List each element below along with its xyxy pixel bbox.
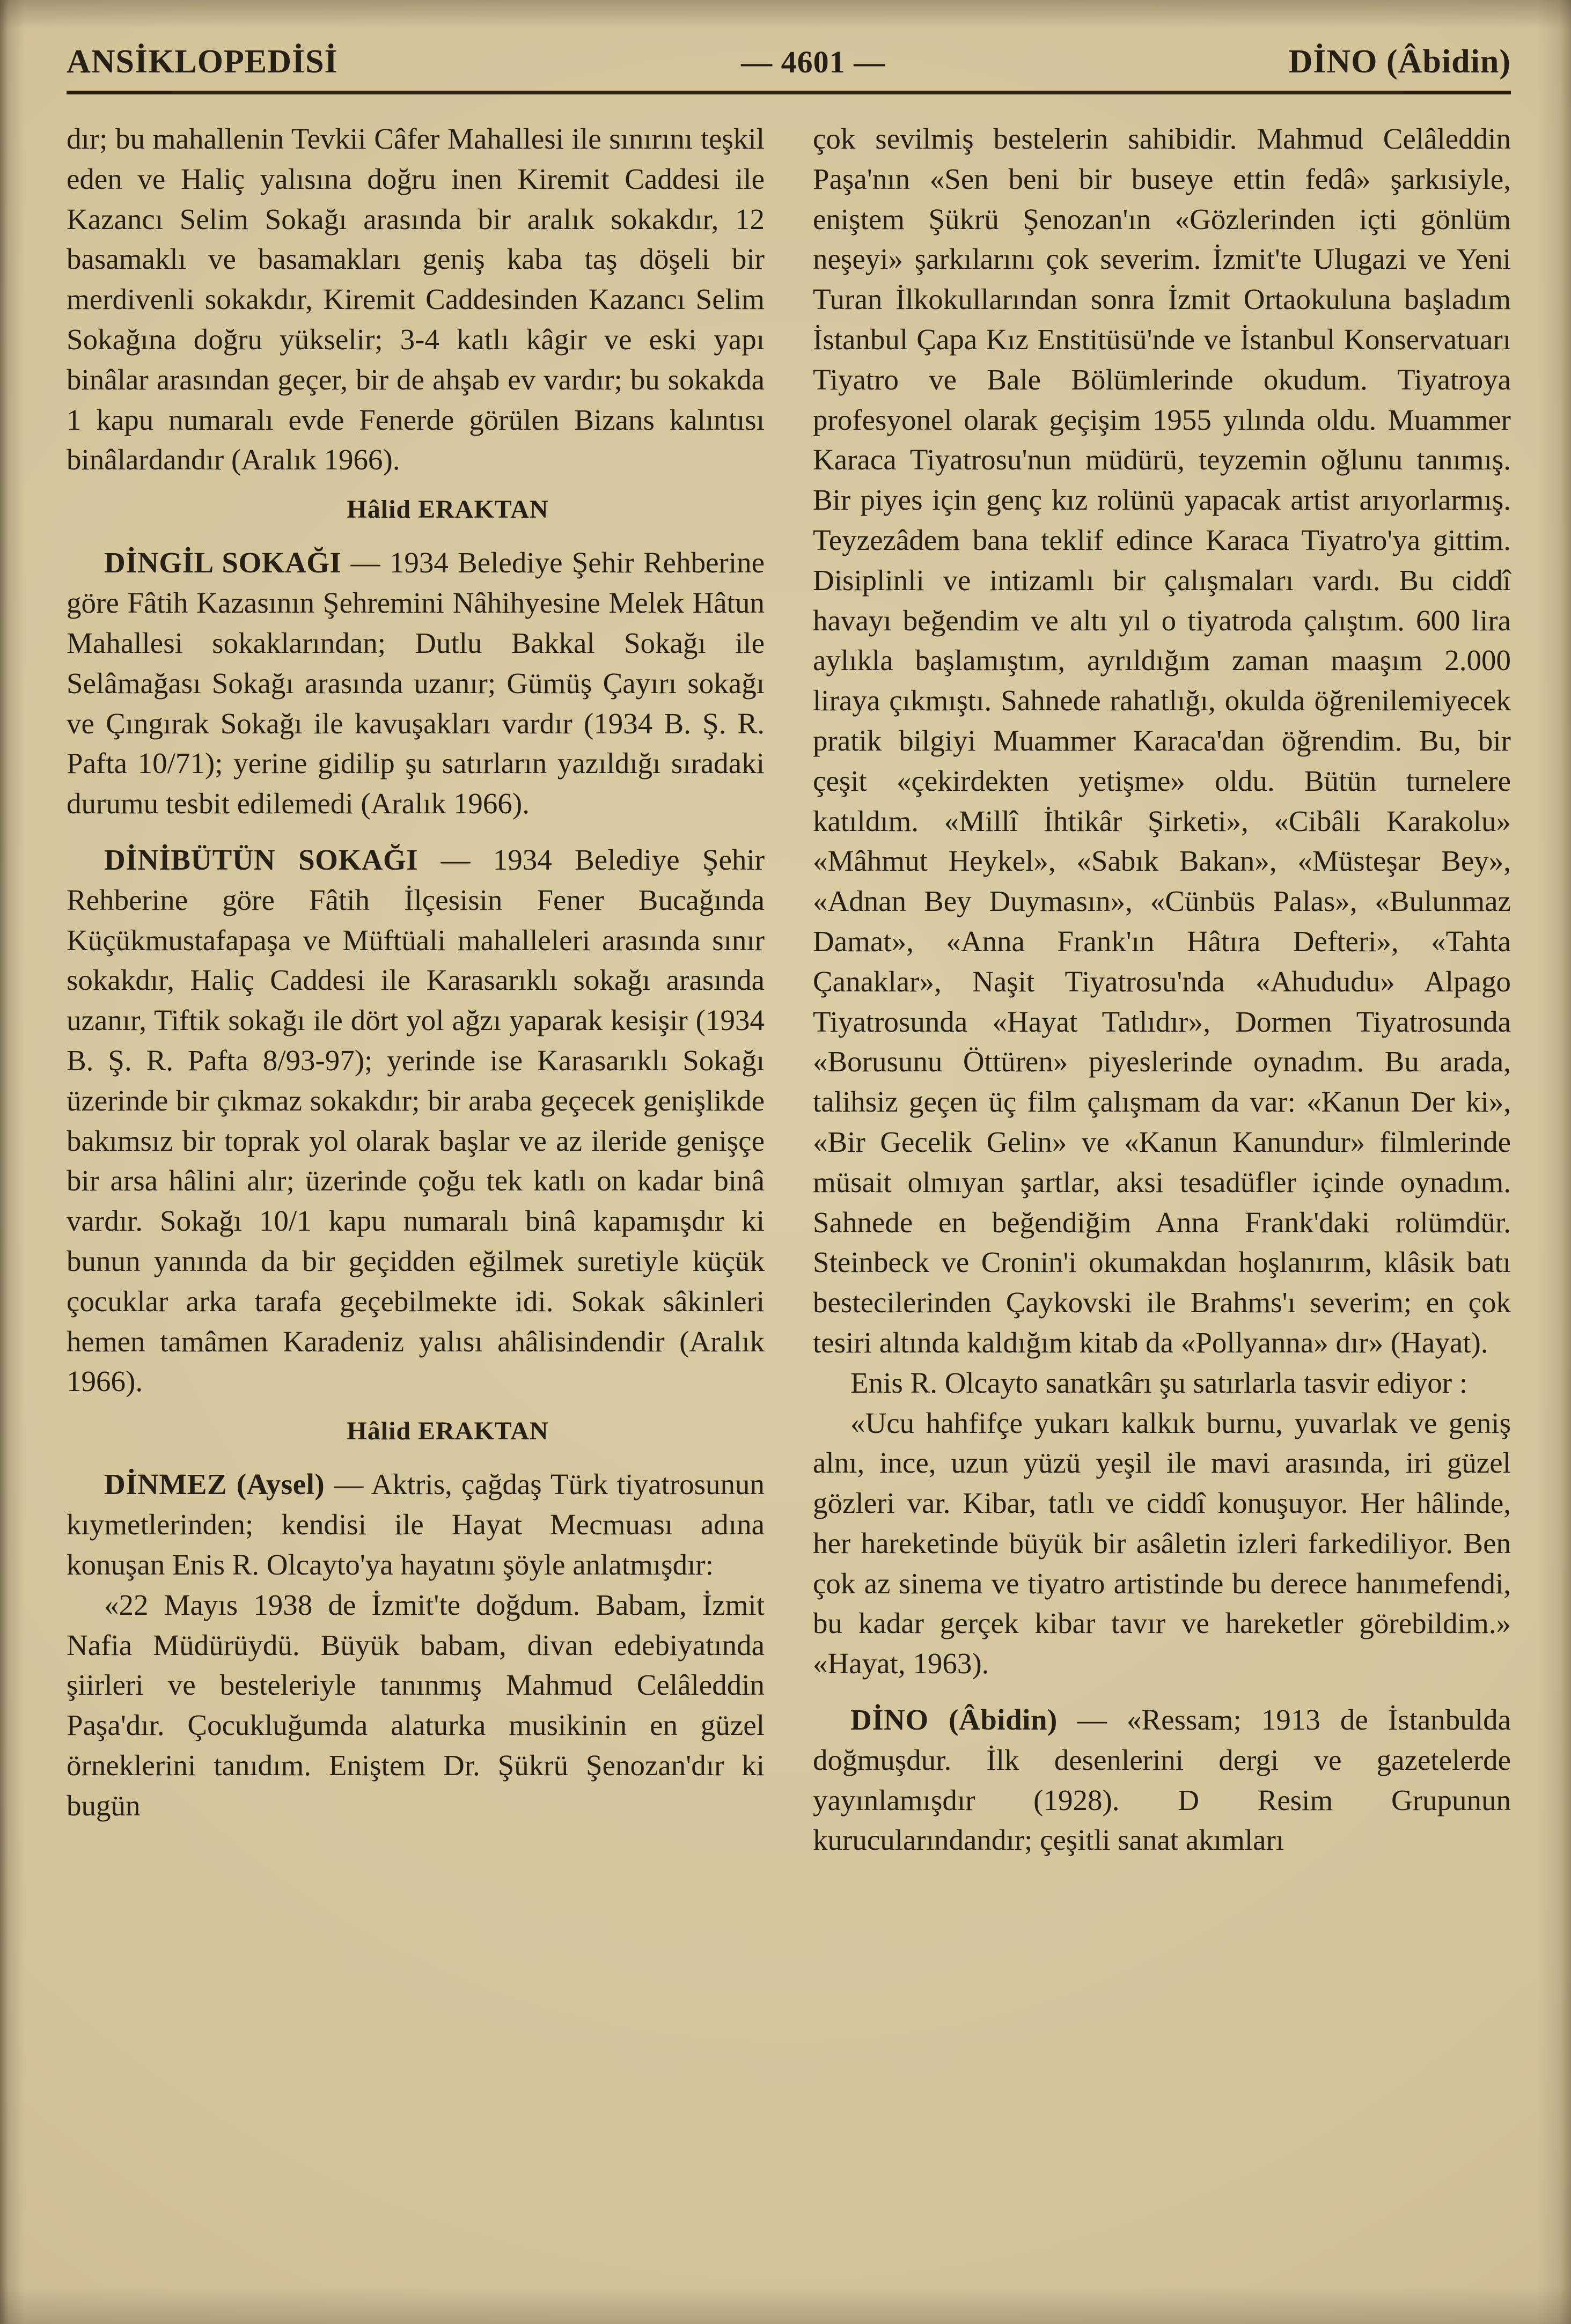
page-number: — 4601 — <box>741 45 886 79</box>
entry-headword: DİNİBÜTÜN SOKAĞI <box>104 843 419 877</box>
body-paragraph: çok sevilmiş bestelerin sahibidir. Mahmud Celâleddin Paşa'nın «Sen beni bir buseye ettin fedâ» şarkısiyle, eniştem Şükrü Şenozan'ın «Gözlerinden içti gönlüm neşeyi» şarkılarını çok severim. İzmit'te Ulugazi ve Yeni Turan İlkokullarından sonra İzmit Ortaokuluna başladım İstanbul Çapa Kız Enstitüsü'nde ve İstanbul Konservatuarı Tiyatro ve Bale Bölümlerinde okudum. Tiyatroya profesyonel olarak geçişim 1955 yılında oldu. Muammer Karaca Tiyatrosu'nun müdürü, teyzemin oğlunu tanımış. Bir piyes için genç kız rolünü yapacak artist arıyorlarmış. Teyzezâdem bana teklif edince Karaca Tiyatro'ya gittim. Disiplinli ve intizamlı bir çalışmaları vardı. Bu ciddî havayı beğendim ve altı yıl o tiyatroda çalıştım. 600 lira aylıkla başlamıştım, ayrıldığım zaman maaşım 2.000 liraya çıkmıştı. Sahnede rahatlığı, okulda öğrenilemiyecek pratik bilgiyi Muammer Karaca'dan öğrendim. Bu, bir çeşit «çekirdekten yetişme» oldu. Bütün turnelere katıldım. «Millî İhtikâr Şirketi», «Cibâli Karakolu» «Mâhmut Heykel», «Sabık Bakan», «Müsteşar Bey», «Adnan Bey Duymasın», «Cünbüs Palas», «Bulunmaz Damat», «Anna Frank'ın Hâtıra Defteri», «Tahta Çanaklar», Naşit Tiyatrosu'nda «Ahududu» Alpago Tiyatrosunda «Hayat Tatlıdır», Dormen Tiyatrosunda «Borusunu Öttüren» piyeslerinde oynadım. Bu arada, talihsiz geçen üç film çalışmam da var: «Kanun Der ki», «Bir Gecelik Gelin» ve «Kanun Kanundur» filmlerinde müsait olmıyan şartlar, aksi tesadüfler içinde oynadım. Sahnede en beğendiğim Anna Frank'daki rolümdür. Steinbeck ve Cronin'i okumakdan hoşlanırım, klâsik batı bestecilerinden Çaykovski ile Brahms'ı severim; en çok tesiri altında kaldığım kitab da «Pollyanna» dır» (Hayat). <box>813 122 1511 1359</box>
entry-paragraph <box>813 1700 1511 1860</box>
body-paragraph: «Ucu hahfifçe yukarı kalkık burnu, yuvarlak ve geniş alnı, ince, uzun yüzü yeşil ile mavi arasında, iri güzel gözleri var. Kibar, tatlı ve ciddî konuşuyor. Her hâlinde, her hareketinde büyük bir asâletin izleri farkediliyor. Ben çok az sinema ve tiyatro artistinde bu derece hanımefendi, bu kadar gerçek kibar tavır ve hareketler görebildim.» «Hayat, 1963). <box>813 1406 1511 1680</box>
header-rule <box>67 91 1511 94</box>
header-book-title: ANSİKLOPEDİSİ <box>67 43 338 80</box>
header-running-entry: DİNO (Âbidin) <box>1288 43 1511 80</box>
text-columns <box>67 119 1511 1860</box>
right-column <box>813 119 1511 1860</box>
left-column <box>67 119 765 1860</box>
entry-paragraph <box>67 543 765 824</box>
entry-headword: DİNMEZ (Aysel) <box>104 1468 325 1501</box>
entry-text: — 1934 Belediye Şehir Rehberine göre Fâtih İlçesisin Fener Bucağında Küçükmustafapaşa ve Müftüali mahalleleri arasında sınır sokakdır, Haliç Caddesi ile Karasarıklı sokağı arasında uzanır, Tiftik sokağı ile dört yol ağzı yaparak kesişir (1934 B. Ş. R. Pafta 8/93-97); yerinde ise Karasarıklı Sokağı üzerinde bir çıkmaz sokakdır; bir araba geçecek genişlikde bakımsız bir toprak yol olarak başlar ve az ileride genişçe bir arsa hâlini alır; üzerinde çoğu tek katlı on kadar binâ vardır. Sokağı 10/1 kapu numaralı binâ kapamışdır ki bunun yanında da bir geçidden eğilmek suretiyle küçük çocuklar arka tarafa geçebilmekte idi. Sokak sâkinleri hemen tamâmen Karadeniz yalısı ahâlisindendir (Aralık 1966). <box>67 843 765 1398</box>
body-paragraph: Enis R. Olcayto sanatkârı şu satırlarla tasvir ediyor : <box>850 1366 1468 1399</box>
entry-headword: DİNGİL SOKAĞI <box>104 546 342 579</box>
body-paragraph: dır; bu mahallenin Tevkii Câfer Mahallesi ile sınırını teşkil eden ve Haliç yalısına doğru inen Kiremit Caddesi ile Kazancı Selim Sokağı arasında bir aralık sokakdır, 12 basamaklı ve basamakları geniş kaba taş döşeli bir merdivenli sokakdır, Kiremit Caddesinden Kazancı Selim Sokağına doğru yükselir; 3-4 katlı kâgir ve eski yapı binâlar arasından geçer, bir de ahşab ev vardır; bu sokakda 1 kapu numaralı evde Fenerde görülen Bizans kalıntısı binâlardandır (Aralık 1966). <box>67 122 765 476</box>
author-signature: Hâlid ERAKTAN <box>347 495 549 524</box>
page-header <box>67 43 1511 81</box>
entry-text: — Aktris, çağdaş Türk tiyatrosunun kıymetlerinden; kendisi ile Hayat Mecmuası adına konuşan Enis R. Olcayto'ya hayatını şöyle anlatmışdır: <box>67 1468 765 1582</box>
entry-text: — «Ressam; 1913 de İstanbulda doğmuşdur. İlk desenlerini dergi ve gazetelerde yayınlamışdır (1928). D Resim Grupunun kurucularındandır; çeşitli sanat akımları <box>813 1703 1511 1857</box>
entry-headword: DİNO (Âbidin) <box>850 1703 1058 1737</box>
author-signature: Hâlid ERAKTAN <box>347 1417 549 1446</box>
entry-paragraph <box>67 1465 765 1585</box>
body-paragraph: «22 Mayıs 1938 de İzmit'te doğdum. Babam, İzmit Nafia Müdürüydü. Büyük babam, divan edebiyatında şiirleri ve besteleriyle tanınmış Mahmud Celâleddin Paşa'dır. Çocukluğumda alaturka musikinin en güzel örneklerini tanıdım. Eniştem Dr. Şükrü Şenozan'dır ki bugün <box>67 1588 765 1822</box>
entry-paragraph <box>67 840 765 1402</box>
entry-text: — 1934 Belediye Şehir Rehberine göre Fâtih Kazasının Şehremini Nâhihyesine Melek Hâtun Mahallesi sokaklarından; Dutlu Bakkal Sokağı ile Selâmağası Sokağı arasında uzanır; Gümüş Çayırı sokağı ve Çıngırak Sokağı ile kavuşakları vardır (1934 B. Ş. R. Pafta 10/71); yerine gidilip şu satırların yazıldığı sıradaki durumu tesbit edilemedi (Aralık 1966). <box>67 546 765 820</box>
